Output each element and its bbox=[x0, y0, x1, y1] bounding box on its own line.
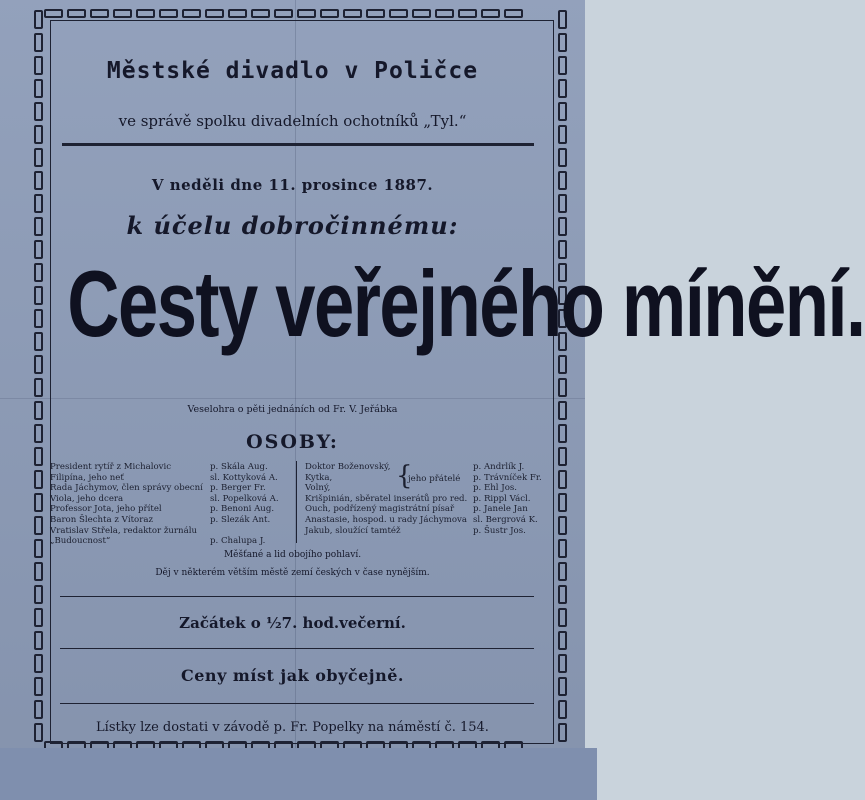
border-chain-top bbox=[42, 6, 525, 20]
border-link bbox=[558, 516, 567, 535]
cast-row: Ouch, podřízený magistrátní písař p. Janele Jan bbox=[305, 504, 528, 515]
border-link bbox=[412, 9, 431, 18]
cast-row: Viola, jeho dcera sl. Popelková A. bbox=[50, 493, 279, 504]
cast-row: Doktor Boženovský, p. Andrlík J. bbox=[305, 462, 525, 472]
divider-prices bbox=[60, 648, 534, 649]
border-link bbox=[558, 700, 567, 719]
border-link bbox=[34, 309, 43, 328]
border-link bbox=[34, 263, 43, 282]
border-link bbox=[136, 9, 155, 18]
cast-row: Professor Jota, jeho přítel p. Benoni Aug. bbox=[50, 504, 275, 515]
border-link bbox=[558, 631, 567, 650]
border-link bbox=[34, 33, 43, 52]
cast-row: Anastasie, hospod. u rady Jáchymova sl. Bergrová K. bbox=[305, 514, 538, 525]
setting-line: Děj v některém větším městě zemí českých v čase nynějším. bbox=[155, 568, 430, 578]
date-line: V neděli dne 11. prosince 1887. bbox=[151, 176, 434, 194]
cast-row: President rytíř z Michalovic p. Skála Aug. bbox=[50, 462, 268, 472]
border-link bbox=[34, 631, 43, 650]
border-link bbox=[228, 9, 247, 18]
start-time: Začátek o ½7. hod.večerní. bbox=[179, 614, 406, 632]
purpose-line: k účelu dobročinnému: bbox=[126, 211, 459, 240]
brace-glyph: { bbox=[396, 461, 413, 491]
border-link bbox=[34, 240, 43, 259]
border-link bbox=[182, 9, 201, 18]
cast-column-divider bbox=[296, 461, 297, 543]
border-link bbox=[34, 585, 43, 604]
cast-heading: OSOBY: bbox=[246, 431, 339, 453]
border-link bbox=[558, 355, 567, 374]
cast-row: Rada Jáchymov, člen správy obecní p. Berger Fr. bbox=[50, 483, 266, 494]
border-link bbox=[320, 9, 339, 18]
border-link bbox=[558, 585, 567, 604]
cast-row: Volný, p. Ehl Jos. bbox=[305, 483, 518, 494]
border-link bbox=[297, 9, 316, 18]
cast-list-left bbox=[50, 462, 288, 547]
border-link bbox=[205, 9, 224, 18]
border-link bbox=[343, 9, 362, 18]
border-link bbox=[435, 9, 454, 18]
border-link bbox=[251, 9, 270, 18]
border-link bbox=[458, 9, 477, 18]
cast-row: „Budoucnost“ p. Chalupa J. bbox=[50, 536, 266, 547]
border-link bbox=[558, 33, 567, 52]
divider-start bbox=[60, 596, 534, 597]
border-link bbox=[34, 700, 43, 719]
brace-label: jeho přátelé bbox=[408, 474, 461, 484]
divider-tickets bbox=[60, 703, 534, 704]
border-link bbox=[558, 148, 567, 167]
border-link bbox=[34, 148, 43, 167]
play-title: Cesty veřejného mínění. bbox=[67, 251, 865, 356]
theatre-name: Městské divadlo v Poličce bbox=[106, 58, 479, 84]
border-link bbox=[90, 9, 109, 18]
cast-row: Vratislav Střela, redaktor žurnálu bbox=[50, 525, 197, 536]
border-link bbox=[274, 9, 293, 18]
cast-row: Jakub, sloužící tamtéž p. Šustr Jos. bbox=[305, 525, 526, 536]
border-link bbox=[34, 516, 43, 535]
extras-line: Měšťané a lid obojího pohlaví. bbox=[223, 550, 362, 560]
border-link bbox=[481, 9, 500, 18]
border-link bbox=[113, 9, 132, 18]
prices-line: Ceny míst jak obyčejně. bbox=[181, 666, 404, 685]
tickets-line: Lístky lze dostati v závodě p. Fr. Popelky na náměstí č. 154. bbox=[96, 720, 489, 735]
play-subtitle: Veselohra o pěti jednáních od Fr. V. Jeřábka bbox=[187, 404, 398, 415]
border-link bbox=[558, 470, 567, 489]
border-link bbox=[44, 9, 63, 18]
border-link bbox=[34, 332, 43, 351]
border-link bbox=[34, 286, 43, 305]
border-link bbox=[67, 9, 86, 18]
border-link bbox=[159, 9, 178, 18]
border-link bbox=[504, 9, 523, 18]
cast-row: Krišpinián, sběratel inserátů pro red. p. Rippl Václ. bbox=[305, 493, 531, 504]
border-link bbox=[34, 378, 43, 397]
cast-row: Filipína, jeho neť sl. Kottyková A. bbox=[50, 472, 278, 483]
management-line: ve správě spolku divadelních ochotníků „Tyl.“ bbox=[118, 112, 467, 130]
torn-bottom-edge bbox=[0, 748, 597, 800]
border-link bbox=[558, 493, 567, 512]
cast-row: Kytka, p. Trávníček Fr. bbox=[305, 472, 542, 483]
divider-top bbox=[62, 143, 534, 146]
border-link bbox=[34, 470, 43, 489]
border-link bbox=[34, 493, 43, 512]
border-link bbox=[558, 378, 567, 397]
border-link bbox=[34, 355, 43, 374]
border-link bbox=[558, 10, 567, 29]
border-link bbox=[366, 9, 385, 18]
border-link bbox=[389, 9, 408, 18]
cast-row: Baron Šlechta z Vítoraz p. Slezák Ant. bbox=[50, 514, 271, 525]
